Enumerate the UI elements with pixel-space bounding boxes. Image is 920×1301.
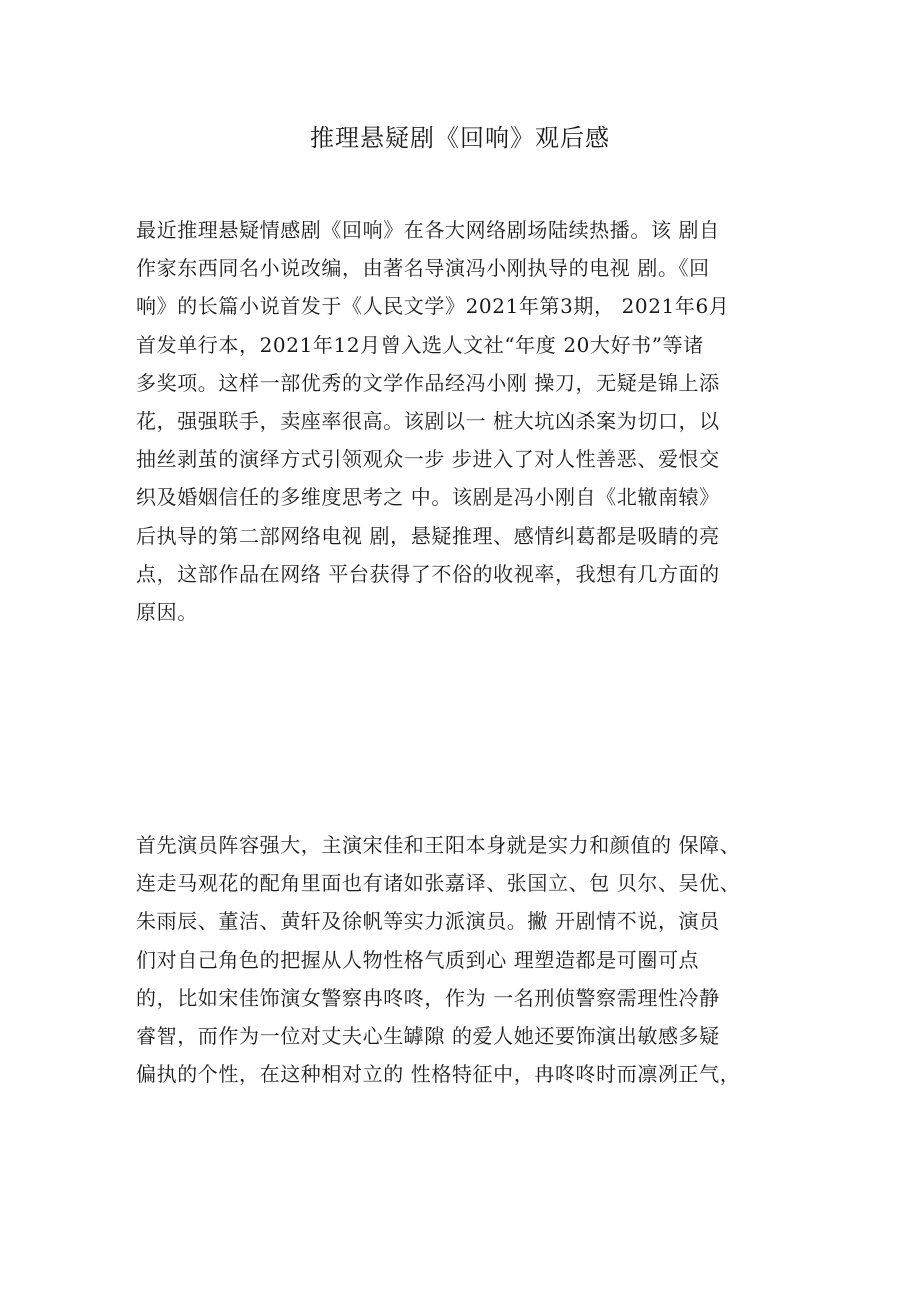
paragraph-line: 花，强强联手，卖座率很高。该剧以一 桩大坑凶杀案为切口，以 xyxy=(136,408,720,433)
paragraph-line: 多奖项。这样一部优秀的文学作品经冯小刚 操刀，无疑是锦上添 xyxy=(136,370,720,395)
paragraph-line: 睿智，而作为一位对丈夫心生罅隙 的爱人她还要饰演出敏感多疑 xyxy=(136,1023,720,1048)
paragraph-line: 原因。 xyxy=(136,599,198,624)
paragraph-line: 朱雨辰、董洁、黄轩及徐帆等实力派演员。撇 开剧情不说，演员 xyxy=(136,909,720,934)
paragraph-2 xyxy=(136,826,796,1093)
paragraph-line: 织及婚姻信任的多维度思考之 中。该剧是冯小刚自《北辙南辕》 xyxy=(136,485,720,510)
paragraph-line: 连走马观花的配角里面也有诸如张嘉译、张国立、包 贝尔、吴优、 xyxy=(136,871,741,896)
paragraph-line: 们对自己角色的把握从人物性格气质到心 理塑造都是可圈可点 xyxy=(136,947,700,972)
paragraph-1 xyxy=(136,211,796,631)
paragraph-line: 抽丝剥茧的演绎方式引领观众一步 步进入了对人性善恶、爱恨交 xyxy=(136,447,720,472)
paragraph-line: 的，比如宋佳饰演女警察冉咚咚，作为 一名刑侦警察需理性冷静 xyxy=(136,985,720,1010)
document-title: 推理悬疑剧《回响》观后感 xyxy=(310,124,610,152)
paragraph-line: 偏执的个性，在这种相对立的 性格特征中，冉咚咚时而凛冽正气， xyxy=(136,1062,741,1087)
paragraph-line: 首先演员阵容强大，主演宋佳和王阳本身就是实力和颜值的 保障、 xyxy=(136,833,741,857)
paragraph-line: 后执导的第二部网络电视 剧，悬疑推理、感情纠葛都是吸睛的亮 xyxy=(136,523,720,548)
paragraph-line: 最近推理悬疑情感剧《回响》在各大网络剧场陆续热播。该 剧自 xyxy=(136,218,720,242)
paragraph-line: 点，这部作品在网络 平台获得了不俗的收视率，我想有几方面的 xyxy=(136,561,720,586)
paragraph-line: 作家东西同名小说改编，由著名导演冯小刚执导的电视 剧。《回 xyxy=(136,256,710,281)
paragraph-line: 响》的长篇小说首发于《人民文学》2021年第3期， 2021年6月 xyxy=(136,294,730,319)
paragraph-line: 首发单行本，2021年12月曾入选人文社“年度 20大好书”等诸 xyxy=(136,332,704,357)
